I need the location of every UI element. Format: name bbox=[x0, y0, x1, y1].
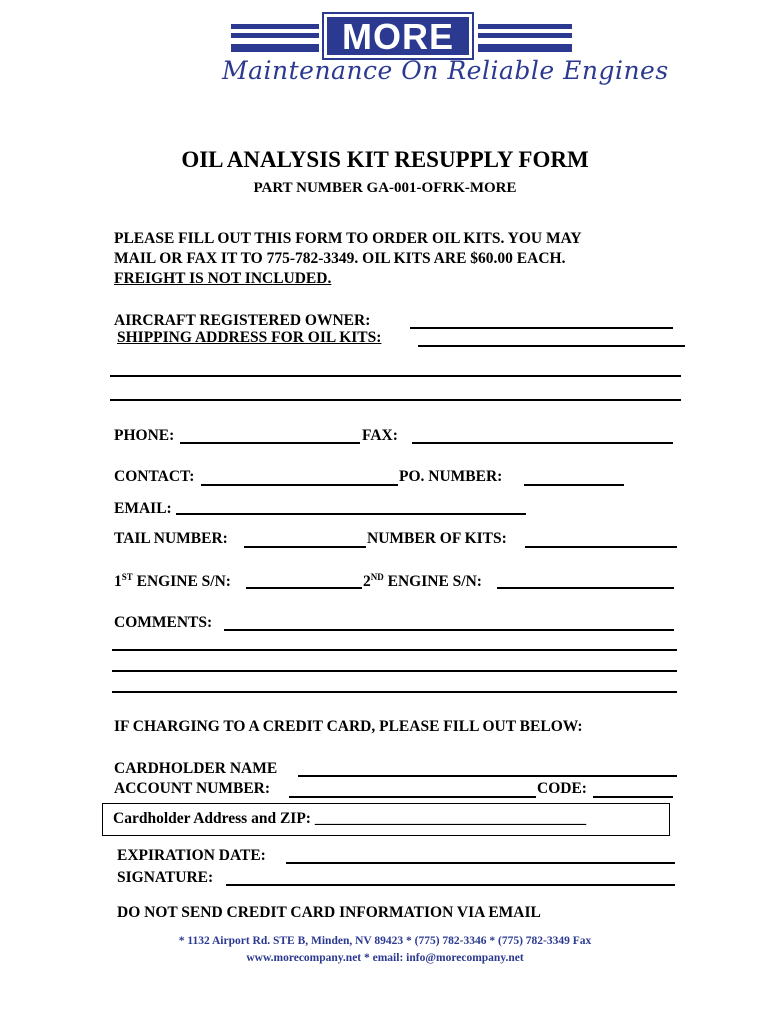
signature-label: SIGNATURE: bbox=[117, 869, 214, 886]
engine1-text: ENGINE S/N: bbox=[136, 573, 231, 591]
po-number-field[interactable] bbox=[524, 484, 624, 486]
cardholder-name-field[interactable] bbox=[298, 775, 677, 777]
intro-text bbox=[114, 229, 674, 289]
comments-label: COMMENTS: bbox=[114, 614, 213, 631]
logo-stripe bbox=[478, 33, 572, 38]
email-warning: DO NOT SEND CREDIT CARD INFORMATION VIA EMAIL bbox=[117, 904, 541, 921]
comments-field[interactable] bbox=[224, 629, 674, 631]
comments-line-4[interactable] bbox=[112, 691, 677, 693]
shipping-line-2[interactable] bbox=[110, 375, 681, 377]
logo-stripe bbox=[478, 44, 572, 52]
tail-number-field[interactable] bbox=[244, 546, 366, 548]
intro-line: MAIL OR FAX IT TO 775-782-3349. OIL KITS ARE $60.00 EACH. bbox=[114, 250, 566, 267]
form-title: OIL ANALYSIS KIT RESUPPLY FORM bbox=[181, 147, 589, 172]
fax-field[interactable] bbox=[412, 442, 673, 444]
engine2-number: 2 bbox=[363, 573, 371, 591]
logo-stripe bbox=[231, 33, 319, 38]
shipping-label: SHIPPING ADDRESS FOR OIL KITS: bbox=[117, 329, 382, 346]
intro-line: PLEASE FILL OUT THIS FORM TO ORDER OIL KITS. YOU MAY bbox=[114, 230, 582, 247]
engine1-number: 1 bbox=[114, 573, 122, 591]
phone-field[interactable] bbox=[180, 442, 360, 444]
signature-field[interactable] bbox=[226, 884, 675, 886]
freight-notice: FREIGHT IS NOT INCLUDED. bbox=[114, 270, 332, 287]
expiration-field[interactable] bbox=[286, 862, 675, 864]
po-number-label: PO. NUMBER: bbox=[399, 468, 503, 485]
logo-stripe bbox=[231, 44, 319, 52]
logo-stripe bbox=[478, 24, 572, 29]
engine2-text: ENGINE S/N: bbox=[387, 573, 482, 591]
email-field[interactable] bbox=[176, 513, 526, 515]
shipping-line-3[interactable] bbox=[110, 399, 681, 401]
engine1-suffix: ST bbox=[121, 572, 133, 582]
account-number-label: ACCOUNT NUMBER: bbox=[114, 780, 271, 797]
engine1-field[interactable] bbox=[246, 587, 362, 589]
part-number: PART NUMBER GA-001-OFRK-MORE bbox=[253, 180, 517, 196]
logo-wordmark: MORE bbox=[324, 14, 472, 58]
footer-address: * 1132 Airport Rd. STE B, Minden, NV 89423 * (775) 782-3346 * (775) 782-3349 Fax bbox=[178, 935, 592, 947]
code-field[interactable] bbox=[593, 796, 673, 798]
engine1-label bbox=[114, 572, 231, 591]
comments-line-2[interactable] bbox=[112, 649, 677, 651]
credit-heading: IF CHARGING TO A CREDIT CARD, PLEASE FILL OUT BELOW: bbox=[114, 718, 583, 735]
owner-field[interactable] bbox=[410, 327, 673, 329]
logo-tagline: Maintenance On Reliable Engines bbox=[222, 56, 669, 85]
contact-label: CONTACT: bbox=[114, 468, 195, 485]
email-label: EMAIL: bbox=[114, 500, 172, 517]
contact-field[interactable] bbox=[201, 484, 398, 486]
tail-number-label: TAIL NUMBER: bbox=[114, 530, 228, 547]
expiration-label: EXPIRATION DATE: bbox=[117, 847, 266, 864]
footer-web: www.morecompany.net * email: info@morecompany.net bbox=[246, 952, 524, 964]
logo-stripe bbox=[231, 24, 319, 29]
number-of-kits-label: NUMBER OF KITS: bbox=[367, 530, 507, 547]
code-label: CODE: bbox=[537, 780, 587, 797]
number-of-kits-field[interactable] bbox=[525, 546, 677, 548]
shipping-field[interactable] bbox=[418, 345, 685, 347]
fax-label: FAX: bbox=[362, 427, 398, 444]
engine2-suffix: ND bbox=[370, 572, 384, 582]
account-number-field[interactable] bbox=[289, 796, 536, 798]
cardholder-address-label[interactable]: Cardholder Address and ZIP: ___________________________________ bbox=[113, 810, 587, 827]
cardholder-name-label: CARDHOLDER NAME bbox=[114, 760, 278, 777]
comments-line-3[interactable] bbox=[112, 670, 677, 672]
owner-label: AIRCRAFT REGISTERED OWNER: bbox=[114, 312, 371, 329]
engine2-label bbox=[363, 572, 482, 591]
phone-label: PHONE: bbox=[114, 427, 175, 444]
engine2-field[interactable] bbox=[497, 587, 674, 589]
